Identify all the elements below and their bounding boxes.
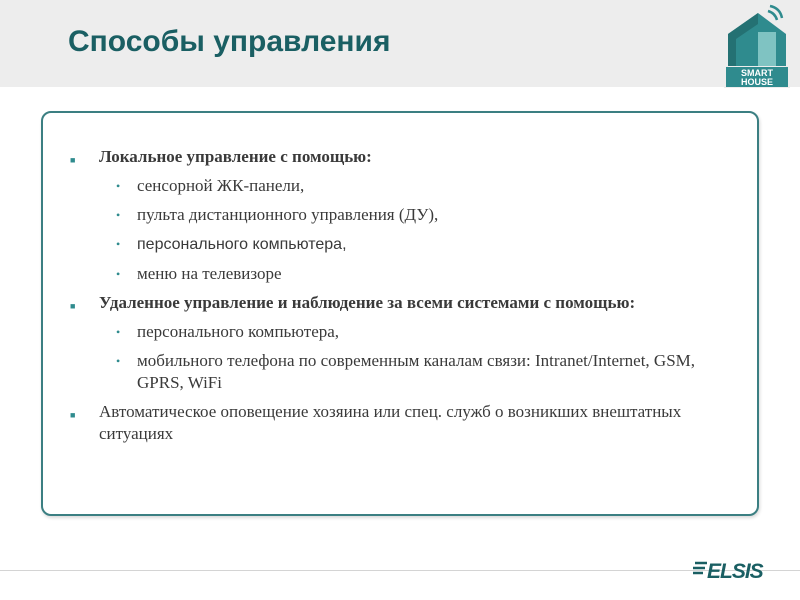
bullet-icon: ■ <box>70 410 76 420</box>
list-item <box>68 401 738 445</box>
sub-list-item <box>99 233 738 256</box>
list-item <box>68 292 738 394</box>
bullet-icon: • <box>116 208 121 222</box>
elsis-logo <box>693 554 777 584</box>
slide-title: Способы управления <box>68 25 391 58</box>
sub-list-item <box>99 350 738 394</box>
elsis-logo-icon <box>693 554 777 584</box>
list-item <box>68 146 738 285</box>
logo-line2: HOUSE <box>740 77 774 87</box>
list-item-text: Удаленное управление и наблюдение за всеми системами с помощью: <box>99 293 636 312</box>
bullet-icon: • <box>116 237 121 251</box>
footer-divider <box>0 570 800 571</box>
sub-list-item-text: меню на телевизоре <box>137 264 282 283</box>
sub-list-item-text: пульта дистанционного управления (ДУ), <box>137 205 439 224</box>
smart-house-logo <box>724 4 790 88</box>
sub-list-item <box>99 204 738 226</box>
bullet-icon: ■ <box>70 155 76 165</box>
bullet-list <box>68 146 738 445</box>
sub-list-item-text: мобильного телефона по современным каналам связи: Intranet/Internet, GSM, GPRS, WiFi <box>137 351 696 392</box>
list-item-text: Автоматическое оповещение хозяина или спец. служб о возникших внештатных ситуациях <box>99 402 682 443</box>
bullet-icon: • <box>116 267 121 281</box>
bullet-icon: • <box>116 179 121 193</box>
smart-house-icon <box>724 4 790 88</box>
sub-list-item <box>99 175 738 197</box>
sub-list <box>99 175 738 285</box>
content-box <box>41 111 759 516</box>
sub-list <box>99 321 738 394</box>
list-item-text: Локальное управление с помощью: <box>99 147 372 166</box>
bullet-icon: • <box>116 354 121 368</box>
bullet-icon: ■ <box>70 301 76 311</box>
sub-list-item-text: сенсорной ЖК-панели, <box>137 176 305 195</box>
sub-list-item <box>99 263 738 285</box>
footer-brand: ELSIS <box>707 560 763 583</box>
sub-list-item-text: персонального компьютера, <box>137 236 347 253</box>
sub-list-item-text: персонального компьютера, <box>137 322 340 341</box>
bullet-icon: • <box>116 325 121 339</box>
sub-list-item <box>99 321 738 343</box>
logo-line1: SMART <box>741 68 773 78</box>
